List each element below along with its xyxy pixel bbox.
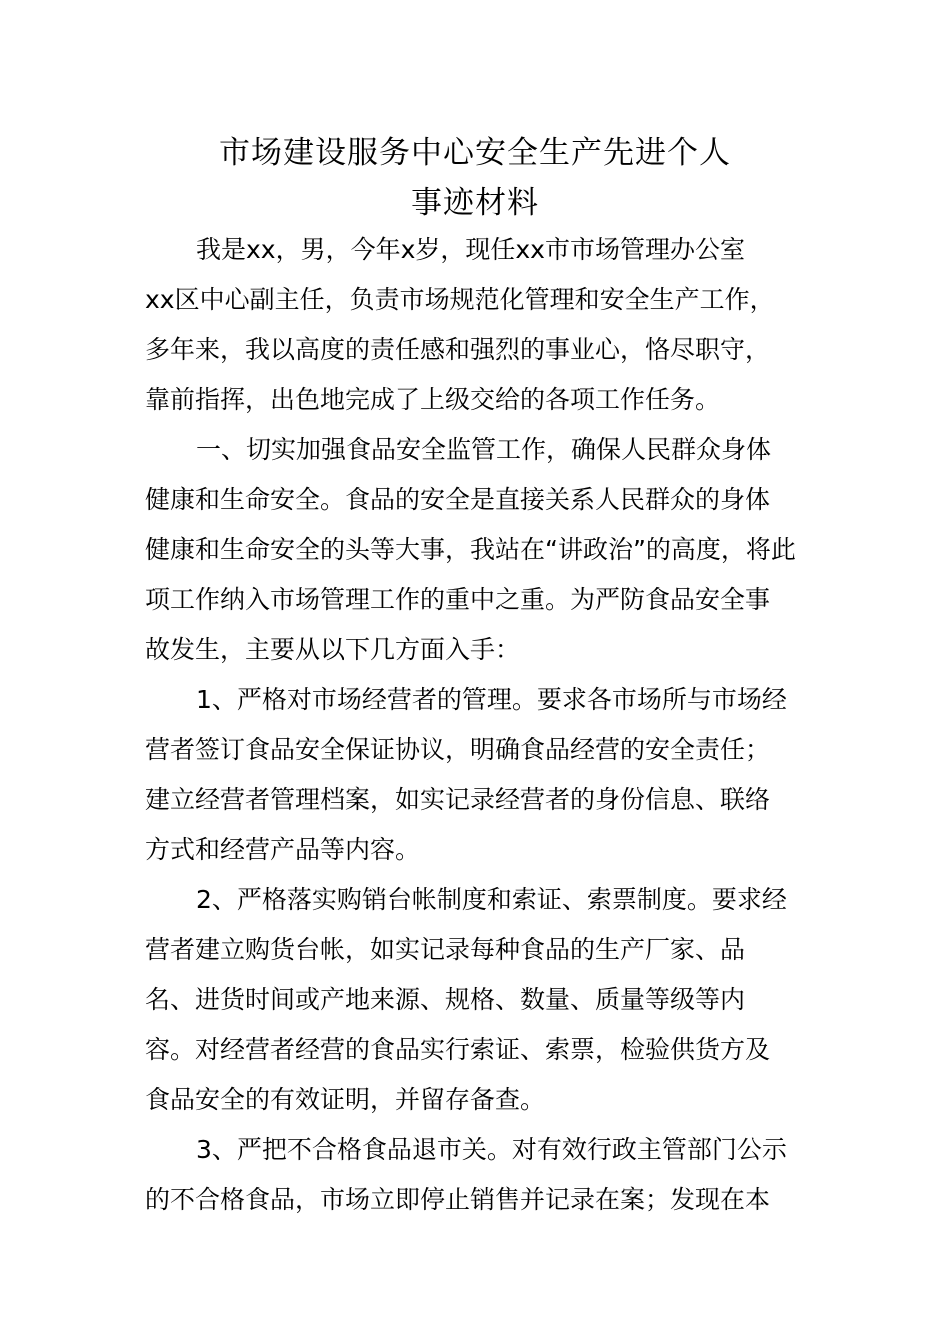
body-line: 食品安全的有效证明，并留存备查。 [145,1085,546,1114]
body-line: 我是xx，男，今年x岁，现任xx市市场管理办公室 [196,235,745,264]
body-line: 健康和生命安全的头等大事，我站在“讲政治”的高度，将此 [145,535,796,564]
body-line: 的不合格食品，市场立即停止销售并记录在案；发现在本 [145,1185,771,1214]
body-line: 3、严把不合格食品退市关。对有效行政主管部门公示 [196,1135,787,1164]
document-title-line-1: 市场建设服务中心安全生产先进个人 [219,135,731,171]
body-line: 1、严格对市场经营者的管理。要求各市场所与市场经 [196,685,787,714]
body-line: 靠前指挥，出色地完成了上级交给的各项工作任务。 [145,385,721,414]
body-line: 故发生，主要从以下几方面入手： [145,635,521,664]
body-line: 容。对经营者经营的食品实行索证、索票，检验供货方及 [145,1035,771,1064]
body-line: 名、进货时间或产地来源、规格、数量、质量等级等内 [145,985,746,1014]
document-title-line-2: 事迹材料 [411,185,539,221]
body-line: 健康和生命安全。食品的安全是直接关系人民群众的身体 [145,485,771,514]
body-line: 2、严格落实购销台帐制度和索证、索票制度。要求经 [196,885,787,914]
body-line: 一、切实加强食品安全监管工作，确保人民群众身体 [196,435,772,464]
body-line: 营者建立购货台帐，如实记录每种食品的生产厂家、品 [145,935,746,964]
body-line: 方式和经营产品等内容。 [145,835,421,864]
body-line: 多年来，我以高度的责任感和强烈的事业心，恪尽职守， [145,335,771,364]
body-line: xx区中心副主任，负责市场规范化管理和安全生产工作， [145,285,775,314]
body-line: 项工作纳入市场管理工作的重中之重。为严防食品安全事 [145,585,771,614]
body-line: 营者签订食品安全保证协议，明确食品经营的安全责任； [145,735,771,764]
body-line: 建立经营者管理档案，如实记录经营者的身份信息、联络 [145,785,771,814]
